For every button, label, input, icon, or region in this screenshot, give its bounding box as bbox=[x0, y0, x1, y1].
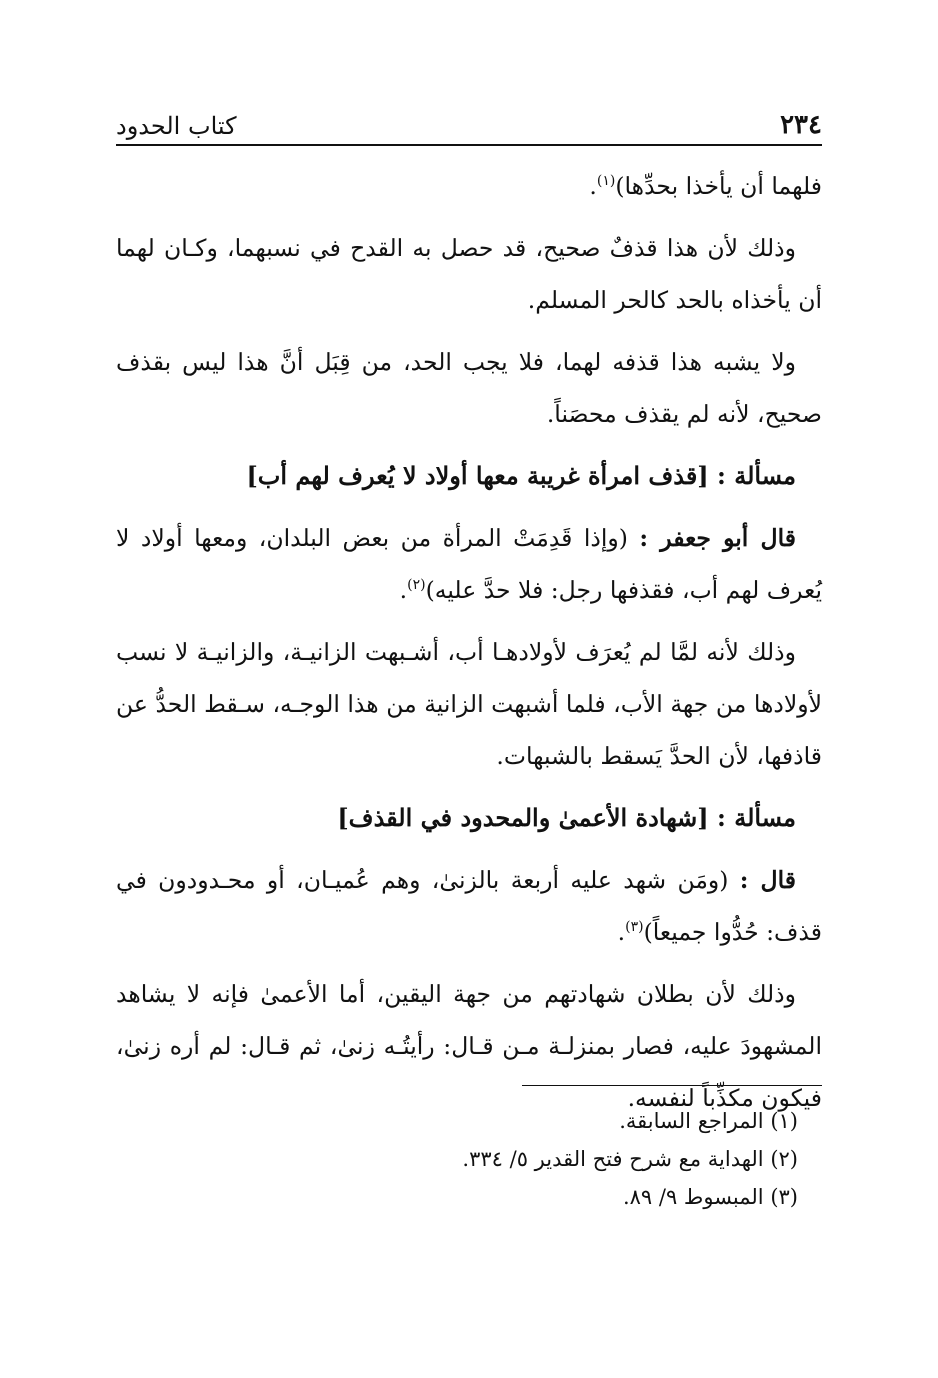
paragraph-3: ولا يشبه هذا قذفه لهما، فلا يجب الحد، من قِبَل أنَّ هذا ليس بقذف صحيح، لأنه لم يقذف محصَناً. bbox=[116, 348, 822, 428]
paragraph-7: وذلك لأن بطلان شهادتهم من جهة اليقين، أما الأعمىٰ فإنه لا يشاهد المشهودَ عليه، فصار بمنزلـة مـن قـال: رأيتُـه زنىٰ، ثم قـال: لم أره زنىٰ، فيكون مكذِّباً لنفسه. bbox=[116, 980, 822, 1112]
page-header bbox=[116, 98, 822, 146]
footnote-2: (٢) الهداية مع شرح فتح القدير ٥/ ٣٣٤. bbox=[462, 1147, 798, 1171]
paragraph-6 bbox=[116, 854, 822, 958]
paragraph-5: وذلك لأنه لمَّا لم يُعرَف لأولادهـا أب، أشـبهت الزانيـة، والزانيـة لا نسب لأولادها من جهة الأب، فلما أشبهت الزانية من هذا الوجـه، سـقط الحدُّ عن قاذفها، لأن الحدَّ يَسقط بالشبهات. bbox=[116, 638, 822, 770]
footnote-divider bbox=[522, 1085, 822, 1086]
footnote-ref-3: (٣) bbox=[625, 919, 644, 936]
page-body bbox=[116, 160, 822, 1134]
speaker-lead: قال : bbox=[739, 866, 797, 894]
speaker-lead: قال أبو جعفر : bbox=[639, 524, 796, 552]
section-heading-2 bbox=[116, 792, 822, 844]
paragraph-tail: . bbox=[399, 576, 408, 604]
paragraph-1 bbox=[116, 160, 822, 212]
section-heading-1 bbox=[116, 450, 822, 502]
footnote-1: (١) المراجع السابقة. bbox=[619, 1109, 798, 1133]
paragraph-text: (وإذا قَدِمَتْ المرأة من بعض البلدان، ومعها أولاد لا يُعرف لهم أب، فقذفها رجل: فلا حدَّ عليه) bbox=[116, 524, 822, 604]
paragraph-tail: . bbox=[617, 918, 626, 946]
footnote-ref-1: (١) bbox=[596, 173, 616, 190]
heading-title: [قذف امرأة غريبة معها أولاد لا يُعرف لهم أب] bbox=[246, 461, 709, 490]
paragraph-text: (ومَن شهد عليه أربعة بالزنىٰ، وهم عُميـان، أو محـدودون في قذف: حُدُّوا جميعاً) bbox=[116, 866, 822, 946]
paragraph-tail: . bbox=[589, 172, 597, 200]
running-title: كتاب الحدود bbox=[116, 112, 237, 140]
footnote-ref-2: (٢) bbox=[407, 577, 426, 594]
heading-title: [شهادة الأعمىٰ والمحدود في القذف] bbox=[337, 803, 709, 832]
heading-label: مسألة : bbox=[717, 461, 796, 490]
paragraph-text: فلهما أن يأخذا بحدِّها) bbox=[615, 172, 822, 200]
paragraph-2: وذلك لأن هذا قذفٌ صحيح، قد حصل به القدح في نسبهما، وكـان لهما أن يأخذاه بالحد كالحر المسلم. bbox=[116, 234, 822, 314]
paragraph-4 bbox=[116, 512, 822, 616]
footnotes bbox=[102, 1085, 822, 1216]
heading-label: مسألة : bbox=[717, 803, 796, 832]
footnote-3: (٣) المبسوط ٩/ ٨٩. bbox=[622, 1185, 798, 1209]
page-number: ٢٣٤ bbox=[780, 110, 822, 140]
